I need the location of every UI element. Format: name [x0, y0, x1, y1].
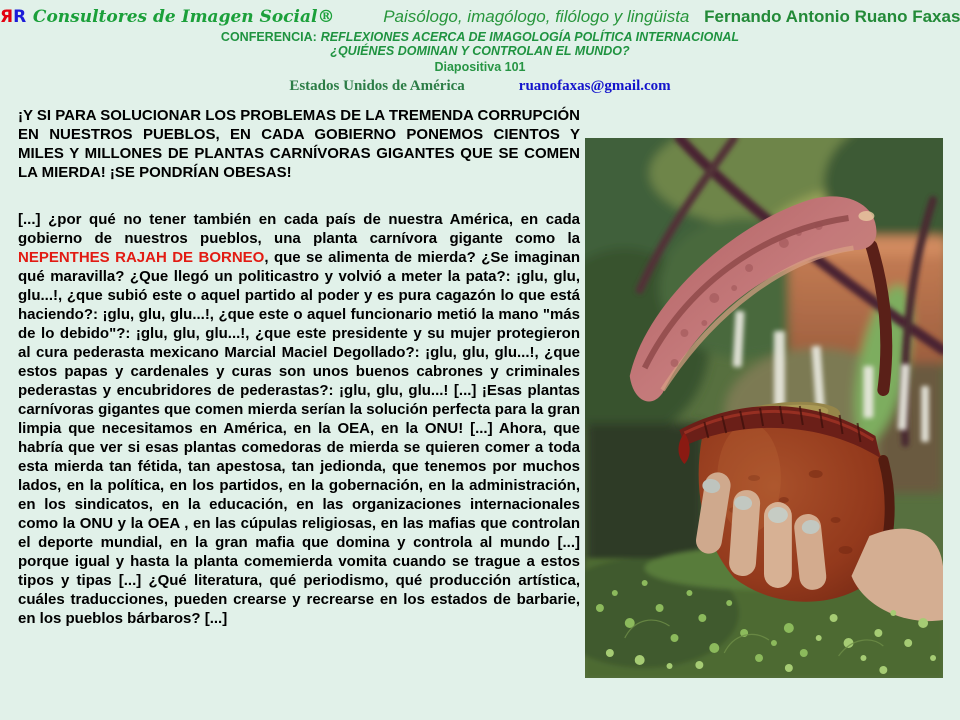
author-titles: Paisólogo, imagólogo, filólogo y lingüista: [383, 7, 690, 26]
paragraph-main: [18, 210, 580, 628]
logo-reversed-r: Я: [0, 7, 14, 27]
paragraph-intro: ¡Y SI PARA SOLUCIONAR LOS PROBLEMAS DE LA TREMENDA CORRUPCIÓN EN NUESTROS PUEBLOS, EN CADA GOBIERNO PONEMOS CIENTOS Y MILES Y MILLONES DE PLANTAS CARNÍVORAS GIGANTES QUE SE COMEN LA MIERDA! ¡SE PONDRÍAN OBESAS!: [18, 107, 580, 181]
header-contact-line: [0, 78, 960, 95]
country-label: Estados Unidos de América: [289, 78, 465, 94]
plant-name-highlight: NEPENTHES RAJAH DE BORNEO: [18, 249, 265, 266]
email-link[interactable]: ruanofaxas@gmail.com: [518, 78, 671, 94]
slide-number: Diapositiva 101: [434, 60, 526, 74]
conference-title: REFLEXIONES ACERCA DE IMAGOLOGÍA POLÍTICA INTERNACIONAL: [320, 30, 740, 44]
header-line-brand: [0, 7, 960, 27]
paragraph-main-rest: , que se alimenta de mierda? ¿Se imaginan qué maravilla? ¿Que llegó un politicastro y volvió a meter la pata?: ¡glu, glu, glu...!, ¿que subió este o aquel partido al poder y es pura cagazón lo que está haciendo?: ¡glu, glu, glu...!, ¿que este o aquel funcionario metió la mano "más de lo debido"?: ¡glu, glu, glu...!, ¿que este presidente y su mujer protegieron al cura pederasta mexicano Marcial Maciel Degollado?: ¡glu, glu, glu...!, ¿que estos papas y cardenales y curas son unos buenos cabrones y criminales pederastas y encubridores de pederastas?: ¡glu, glu, glu...! [...] ¡Esas plantas carnívoras gigantes que comen mierda serían la solución perfecta para la gran limpia que necesitamos en América, en la OEA, en la ONU! [...] Ahora, que habría que ver si esas plantas comedoras de mierda se quieren comer a toda esta mierda tan fétida, tan apestosa, tan jedionda, que tenemos por muchos lados, en la política, en los partidos, en la gobernación, en la administración, en los sindicatos, en la educación, en las organizaciones internacionales como la ONU y la OEA , en las cúpulas religiosas, en las mafias que controlan el deporte mundial, en la gran mafia que domina y controla al mundo [...] porque igual y hasta la planta comemierda vomita cuando se trague a estos tipos y tipas [...] ¿Qué literatura, qué periodismo, qué producción artística, cuáles traducciones, pueden crearse y recrearse en los estados de barbarie, en los pueblos bárbaros? [...]: [18, 249, 580, 627]
brand-name: Consultores de Imagen Social®: [32, 7, 335, 27]
conference-label: CONFERENCIA:: [220, 30, 317, 44]
nepenthes-plant-illustration: [585, 138, 943, 678]
author-name: Fernando Antonio Ruano Faxas: [704, 7, 960, 26]
body-text-column: [18, 106, 580, 628]
paragraph-main-start: [...] ¿por qué no tener también en cada país de nuestra América, en cada gobierno de nuestros pueblos, una planta carnívora gigante como la: [18, 211, 580, 247]
conference-question: ¿QUIÉNES DOMINAN Y CONTROLAN EL MUNDO?: [330, 44, 630, 58]
slide-header: [0, 7, 960, 95]
nepenthes-plant-photo: [585, 138, 943, 678]
logo-r: R: [13, 7, 27, 27]
conference-line: [0, 30, 960, 44]
